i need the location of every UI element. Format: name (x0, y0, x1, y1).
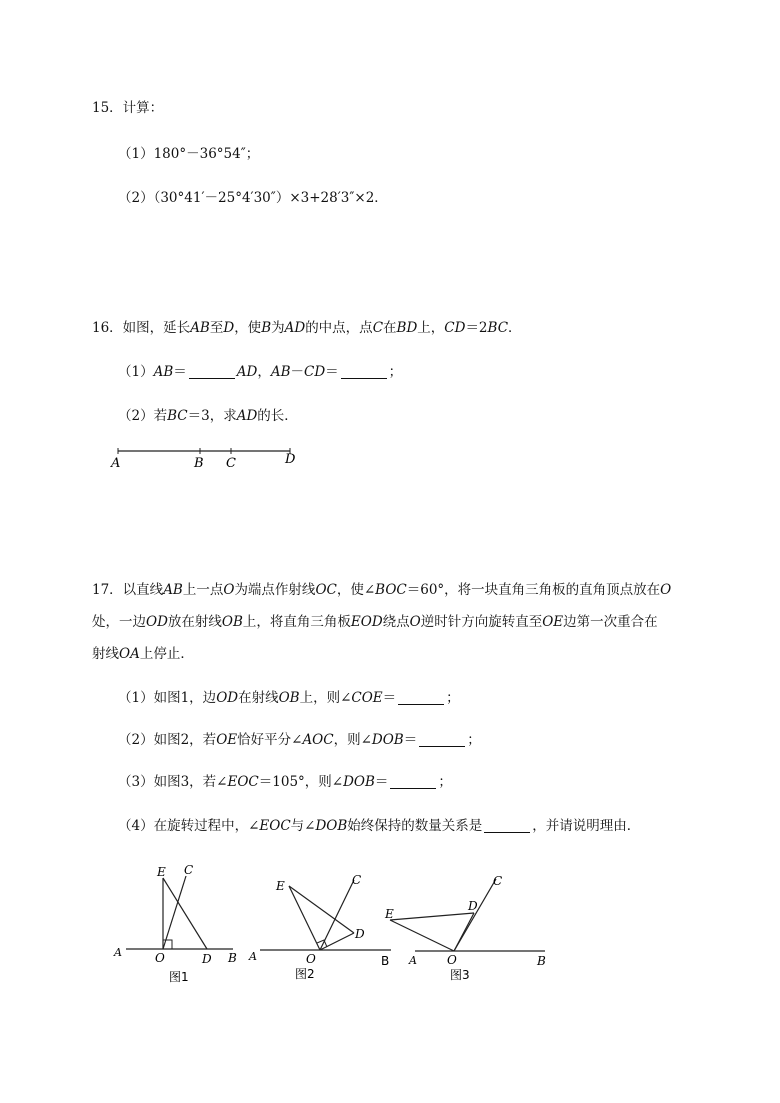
label-B: B (228, 951, 237, 965)
label-C: C (493, 874, 503, 888)
var: AB (163, 582, 183, 598)
label-D: D (285, 452, 296, 467)
label-C: C (226, 456, 236, 471)
side-ED (163, 878, 207, 949)
q16-part2 (118, 406, 298, 426)
text: ＝ (173, 364, 187, 380)
text: ＝ (374, 774, 389, 790)
var: AB (153, 364, 174, 380)
text: 上一点 (182, 582, 224, 598)
text: ＝2 (465, 320, 488, 336)
label-E: E (157, 865, 166, 879)
var: OB (278, 690, 300, 706)
text: ，则∠ (333, 732, 372, 748)
var: O (223, 582, 235, 598)
text: 上停止． (139, 646, 194, 662)
text: 边第一次重合在 (563, 614, 658, 630)
text: 放在射线 (167, 614, 222, 630)
var: BC (487, 320, 509, 336)
var: CD (304, 364, 326, 380)
q17-stem-line1 (92, 580, 671, 600)
q17-stem-line2 (92, 612, 658, 632)
label-B: B (537, 954, 546, 968)
text: 恰好平分∠ (237, 732, 303, 748)
caption-fig1: 图1 (169, 970, 189, 984)
figure-3 (384, 874, 546, 982)
label-O: O (155, 951, 165, 965)
text: （3）如图3，若∠ (118, 774, 228, 790)
q17-part3 (118, 772, 452, 792)
text: （2）若 (118, 408, 168, 424)
text: ； (388, 364, 403, 380)
text: ． (508, 320, 522, 336)
label-O: O (306, 952, 316, 966)
var: OA (119, 646, 140, 662)
text: 上，将直角三角板 (242, 614, 351, 630)
q15-part2: （2）（30°41′－25°4′30″）×3+28′3″×2． (118, 190, 388, 206)
text: ， (257, 364, 271, 380)
var: AOC (302, 732, 334, 748)
var: AD (236, 364, 258, 380)
text: ＝ (382, 690, 397, 706)
label-D: D (468, 899, 478, 913)
text: － (290, 364, 305, 380)
var: EOC (227, 774, 259, 790)
answer-blank[interactable] (484, 818, 530, 833)
var: BOC (375, 582, 407, 598)
text: 上，则∠ (299, 690, 352, 706)
side-OD (454, 913, 474, 951)
label-O: O (447, 953, 457, 967)
var: AD (284, 320, 306, 336)
label-A: A (114, 946, 122, 959)
var: O (660, 582, 672, 598)
var: B (261, 320, 272, 336)
text: 至 (209, 320, 224, 336)
text: 的长． (257, 408, 298, 424)
text: 射线 (92, 646, 119, 662)
text: ＝105°，则∠ (258, 774, 344, 790)
answer-blank[interactable] (390, 774, 436, 789)
var: BD (396, 320, 418, 336)
var: OD (216, 690, 239, 706)
q17-part1 (118, 688, 460, 708)
label-E: E (276, 879, 285, 893)
text: ，使 (234, 320, 262, 336)
text: （1）如图1，边 (118, 690, 217, 706)
label-C: C (184, 863, 194, 877)
var: AD (236, 408, 258, 424)
text: 上， (417, 320, 445, 336)
text: ； (438, 774, 452, 790)
text: 为端点作射线 (234, 582, 316, 598)
text: 在射线 (238, 690, 279, 706)
var: OE (542, 614, 564, 630)
answer-blank[interactable] (419, 732, 465, 747)
text: 绕点 (382, 614, 410, 630)
var: BC (167, 408, 188, 424)
side-ED (390, 913, 474, 920)
label-A: A (111, 456, 121, 471)
text: 的中点，点 (305, 320, 373, 336)
var: AB (270, 364, 291, 380)
ray-OC (320, 880, 354, 950)
text: 为 (271, 320, 285, 336)
var: OE (216, 732, 238, 748)
var: EOD (350, 614, 383, 630)
caption-fig3: 图3 (450, 968, 470, 982)
figure-2 (248, 873, 391, 981)
label-B: B (381, 954, 390, 968)
text: ； (446, 690, 460, 706)
label-E: E (385, 907, 394, 921)
side-OE (390, 920, 454, 951)
answer-blank[interactable] (398, 690, 444, 705)
text: 17．以直线 (92, 582, 164, 598)
q16-part1 (118, 362, 402, 382)
var: OC (315, 582, 337, 598)
label-A: A (249, 950, 257, 963)
q16-stem (92, 318, 522, 338)
var: OD (146, 614, 168, 630)
q17-part2 (118, 730, 481, 750)
text: （2）如图2，若 (118, 732, 217, 748)
var: COE (351, 690, 383, 706)
text: ； (467, 732, 481, 748)
label-A: A (409, 954, 417, 967)
text: （1） (118, 364, 154, 380)
figure-1 (113, 863, 237, 984)
text: 在 (383, 320, 397, 336)
text: ＝3，求 (187, 408, 237, 424)
label-B: B (194, 456, 204, 471)
var: CD (444, 320, 466, 336)
text: ＝ (325, 364, 339, 380)
q17-stem-line3 (92, 644, 194, 664)
text: 逆时针方向旋转直至 (420, 614, 543, 630)
label-D: D (202, 952, 212, 966)
text: ＝60°，将一块直角三角板的直角顶点放在 (406, 582, 661, 598)
q16-segment-figure (108, 442, 308, 472)
var: O (409, 614, 421, 630)
answer-blank[interactable] (189, 364, 235, 379)
var: DOB (315, 818, 348, 834)
ray-OC (163, 876, 186, 949)
text: ，使∠ (336, 582, 376, 598)
var: DOB (343, 774, 375, 790)
q15-stem: 15．计算： (92, 100, 164, 116)
text: （4）在旋转过程中，∠ (118, 818, 260, 834)
text: ＝ (403, 732, 418, 748)
caption-fig2: 图2 (295, 967, 315, 981)
answer-blank[interactable] (341, 364, 387, 379)
var: EOC (259, 818, 291, 834)
q17-part4 (118, 816, 640, 836)
label-D: D (355, 927, 365, 941)
q17-figures (108, 858, 568, 988)
var: DOB (371, 732, 404, 748)
text: 16．如图，延长 (92, 320, 191, 336)
text: 与∠ (290, 818, 316, 834)
var: C (372, 320, 384, 336)
var: D (223, 320, 235, 336)
var: OB (221, 614, 243, 630)
text: ，并请说明理由． (532, 818, 641, 834)
text: 处，一边 (92, 614, 146, 630)
label-C: C (352, 873, 362, 887)
var: AB (190, 320, 210, 336)
side-ED (289, 886, 354, 933)
text: 始终保持的数量关系是 (347, 818, 483, 834)
q15-part1: （1）180°－36°54″； (118, 146, 260, 162)
side-OE (289, 886, 320, 950)
